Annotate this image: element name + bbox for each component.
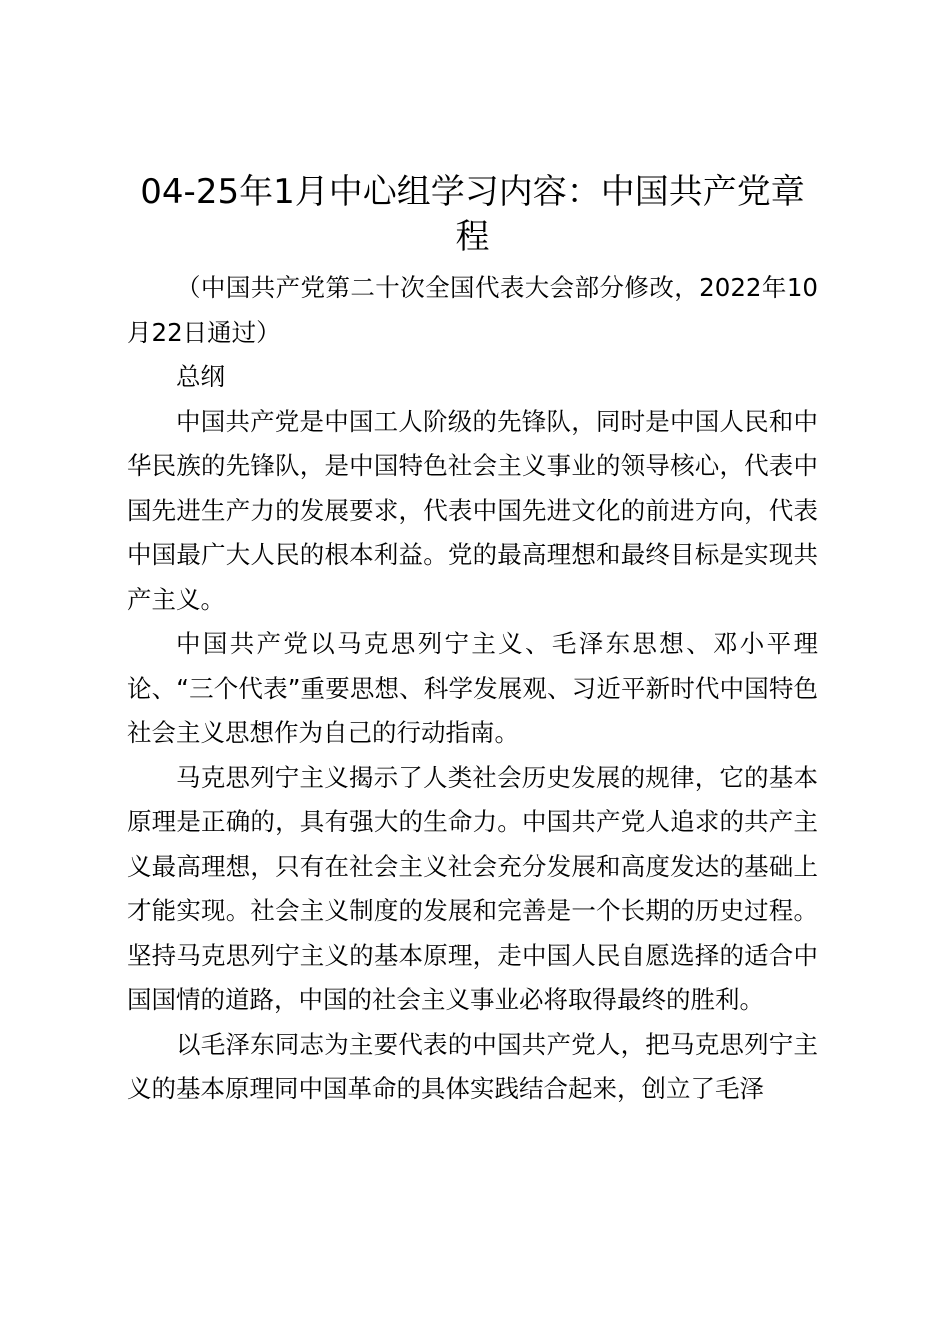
body-paragraph: 以毛泽东同志为主要代表的中国共产党人，把马克思列宁主义的基本原理同中国革命的具体实践结合起来，创立了毛泽 [127, 1029, 818, 1103]
body-paragraph: 中国共产党以马克思列宁主义、毛泽东思想、邓小平理论、“三个代表”重要思想、科学发展观、习近平新时代中国特色社会主义思想作为自己的行动指南。 [127, 629, 818, 747]
section-heading: 总纲 [176, 362, 225, 391]
document-title: 04-25年1月中心组学习内容：中国共产党章程 [140, 172, 805, 257]
body-paragraph: 马克思列宁主义揭示了人类社会历史发展的规律，它的基本原理是正确的，具有强大的生命力。中国共产党人追求的共产主义最高理想，只有在社会主义社会充分发展和高度发达的基础上才能实现。社会主义制度的发展和完善是一个长期的历史过程。坚持马克思列宁主义的基本原理，走中国人民自愿选择的适合中国国情的道路，中国的社会主义事业必将取得最终的胜利。 [127, 762, 818, 1014]
document-body [127, 170, 818, 1112]
body-paragraph: 中国共产党是中国工人阶级的先锋队，同时是中国人民和中华民族的先锋队，是中国特色社会主义事业的领导核心，代表中国先进生产力的发展要求，代表中国先进文化的前进方向，代表中国最广大人民的根本利益。党的最高理想和最终目标是实现共产主义。 [127, 406, 818, 614]
document-subtitle: （中国共产党第二十次全国代表大会部分修改，2022年10月22日通过） [127, 273, 818, 347]
